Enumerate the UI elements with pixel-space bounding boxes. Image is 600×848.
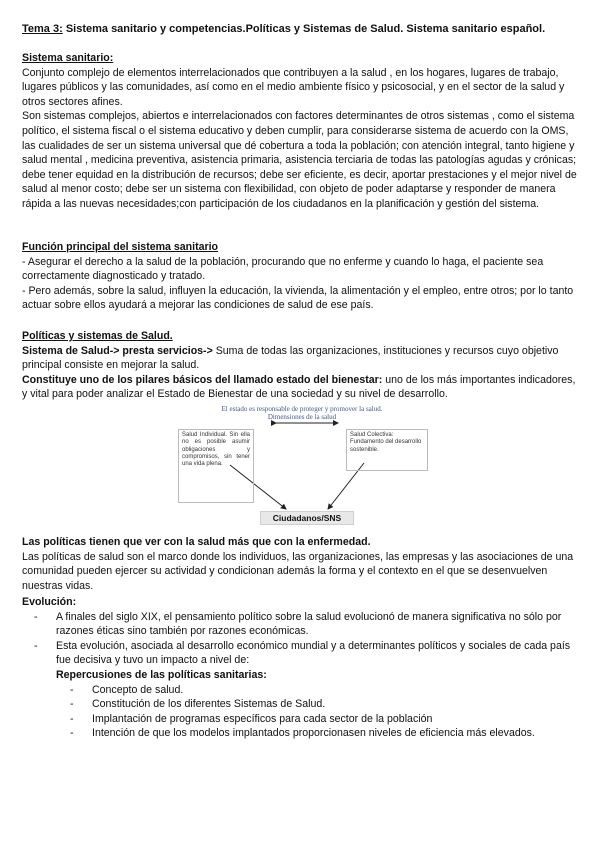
citizens-sns-box: Ciudadanos/SNS — [260, 511, 354, 525]
page-title — [22, 22, 545, 37]
paragraph — [22, 344, 580, 373]
bold-lead: Constituye uno de los pilares básicos del llamado estado del bienestar: — [22, 373, 383, 386]
section-enfermedad — [22, 535, 580, 593]
section-heading: Función principal del sistema sanitario — [22, 241, 219, 253]
list-item: - Intención de que los modelos implantados proporcionasen niveles de eficiencia más elevados. — [92, 726, 580, 741]
section-sistema-sanitario — [22, 51, 580, 212]
bold-lead: Sistema de Salud-> presta servicios-> — [22, 344, 213, 357]
paragraph: Conjunto complejo de elementos interrelacionados que contribuyen a la salud , en los hogares, lugares de trabajo, lugares públicos y las comunidades, así como en el medio ambiente físico y psicosocial, y en el sector de la salud y otros sectores afines. — [22, 66, 565, 108]
text: Suma de todas las organizaciones, instituciones y recursos cuyo objetivo principal consiste en mejorar la salud. — [22, 344, 559, 372]
paragraph: Las políticas de salud son el marco donde los individuos, las organizaciones, las empresas y las asociaciones de una comunidad pueden ejercer su actividad y condicionan además la forma y el contexto en el que se desenvuelven nuestras vidas. — [22, 550, 574, 592]
health-dimensions-diagram — [168, 405, 436, 527]
text: uno de los más importantes indicadores, y vital para poder analizar el Estado de Bienestar de una sociedad y su nivel de desarrollo. — [22, 373, 576, 401]
section-heading: Las políticas tienen que ver con la salud más que con la enfermedad. — [22, 536, 371, 548]
title-prefix: Tema 3: — [22, 23, 63, 35]
paragraph: Son sistemas complejos, abiertos e interrelacionados con factores determinantes de otros sistemas , como el sistema político, el sistema fiscal o el sistema educativo y deben cumplir, para considerarse sistema de acuerdo con la OMS, las cualidades de ser un sistema universal que dé cobertura a toda la población; con atención integral, tanto higiene y salud mental , medicina preventiva, asistencia primaria, asistencia terciaria de todas las patologías agudas y crónicas; debe tener equidad en la distribución de recursos; debe ser eficiente, es decir, aportar prestaciones y el mejor nivel de salud al menor costo; debe ser un sistema con flexibilidad, con objeto de poder adaptarse y responder de manera rápida a las nuevas necesidades;con participación de los ciudadanos en la planificación y gestión del sistema. — [22, 110, 577, 210]
list-item: - A finales del siglo XIX, el pensamiento político sobre la salud evolucionó de manera significativa no sólo por razones éticas sino también por razones económicas. — [56, 610, 580, 639]
section-heading: Políticas y sistemas de Salud. — [22, 330, 173, 342]
list-item: - Constitución de los diferentes Sistemas de Salud. — [92, 697, 580, 712]
paragraph: - Pero además, sobre la salud, influyen la educación, la vivienda, la alimentación y el empleo, entre otros; por lo tanto actuar sobre ellos ayudará a mejorar las condiciones de salud de ese país. — [22, 284, 574, 312]
title-text: Sistema sanitario y competencias.Políticas y Sistemas de Salud. Sistema sanitario español. — [62, 23, 546, 35]
section-evolucion — [22, 595, 580, 741]
section-heading: Evolución: — [22, 596, 77, 608]
section-heading: Sistema sanitario: — [22, 52, 114, 64]
list-item: - Esta evolución, asociada al desarrollo económico mundial y a determinantes políticos y sociales de cada país fue decisiva y tuvo un impacto a nivel de: — [56, 639, 580, 668]
list-item: - Implantación de programas específicos para cada sector de la población — [92, 712, 580, 727]
diagram-title: El estado es responsable de proteger y promover la salud. — [221, 405, 383, 413]
repercusiones-list — [22, 683, 580, 741]
section-funcion-principal — [22, 240, 580, 313]
paragraph: - Asegurar el derecho a la salud de la población, procurando que no enferme y cuando lo haga, el paciente sea correctamente diagnosticado y tratado. — [22, 255, 544, 283]
sub-heading: Repercusiones de las políticas sanitarias: — [56, 668, 267, 681]
individual-health-box: Salud Individual. Sin ella no es posible asumir obligaciones y compromisos, sin tener una vida plena. — [178, 429, 254, 503]
section-politicas — [22, 329, 580, 402]
collective-health-box: Salud Colectiva: Fundamento del desarrollo sostenible. — [346, 429, 428, 471]
evolucion-list — [22, 610, 580, 668]
paragraph — [22, 373, 580, 402]
diagram-subtitle: Dimensiones de la salud — [267, 413, 337, 421]
list-item: - Concepto de salud. — [92, 683, 580, 698]
